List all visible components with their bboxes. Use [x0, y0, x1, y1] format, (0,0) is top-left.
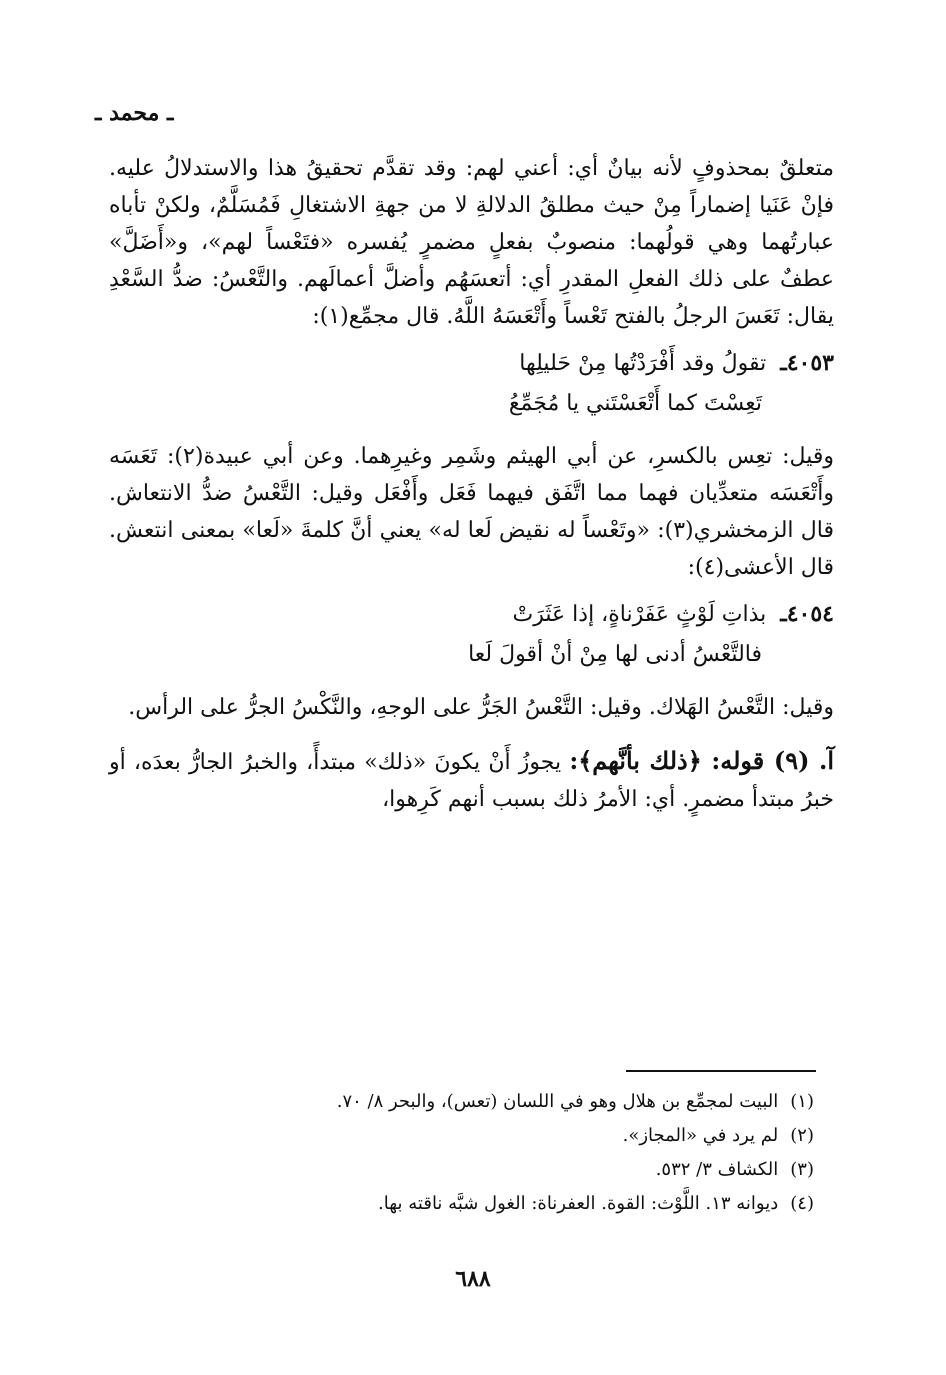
footnote-3 [254, 1153, 814, 1187]
footnotes [254, 1085, 814, 1221]
verse-4053 [109, 343, 834, 424]
running-header: ـ محمد ـ [95, 100, 174, 126]
footnote-number: (١) [790, 1091, 814, 1112]
footnote-4 [254, 1187, 814, 1221]
paragraph-2: وقيل: تعِس بالكسرِ، عن أبي الهيثم وشَمِر وغيرِهما. وعن أبي عبيدة(٢): تَعَسَه وأَتْعَسَه متعدِّيان فهما مما اتَّفَق فيهما فَعَل وأَفْعَل وقيل: التَّعْسُ ضدُّ الانتعاش. قال الزمخشري(٣): «وتَعْساً له نقيض لَعا له» يعني أنَّ كلمةَ «لَعا» بمعنى انتعش. قال الأعشى(٤): [109, 444, 834, 580]
paragraph-4-text: يجوزُ أَنْ يكونَ «ذلك» مبتدأً، والخبرُ الجارُّ بعدَه، أو خبرُ مبتدأ مضمرٍ. أي: الأمرُ ذلك بسبب أنهم كَرِهوا، [109, 750, 834, 812]
verse-reference: آ. (٩) قوله: ﴿ذلك بأنَّهم﴾: [569, 746, 835, 775]
verse-second-hemistich: فالتَّعْسُ أدنى لها مِنْ أنْ أقولَ لَعا [468, 642, 762, 667]
paragraph-1: متعلقٌ بمحذوفٍ لأنه بيانٌ أي: أعني لهم: وقد تقدَّم تحقيقُ هذا والاستدلالُ عليه. فإنْ عَنَيا إضماراً مِنْ حيث مطلقُ الدلالةِ لا من جهةِ الاشتغالِ فَمُسَلَّمٌ، ولكنْ تأباه عبارتُهما وهي قولُهما: منصوبٌ بفعلٍ مضمرٍ يُفسره «فتَعْساً لهم»، و«أَضَلَّ» عطفٌ على ذلك الفعلِ المقدرِ أي: أتعسَهُم وأضلَّ أعمالَهم. والتَّعْسُ: ضدُّ السَّعْدِ يقال: تَعَسَ الرجلُ بالفتح تَعْساً وأَتْعَسَهُ اللَّهُ. قال مجمِّع(١): [109, 156, 834, 329]
footnote-2 [254, 1119, 814, 1153]
verse-first-hemistich: بذاتِ لَوْثٍ عَفَرْناةٍ، إذا عَثَرَتْ [512, 602, 767, 627]
footnote-text: البيت لمجمِّع بن هلال وهو في اللسان (تعس)، والبحر ٨/ ٧٠. [336, 1091, 779, 1112]
footnote-text: الكشاف ٣/ ٥٣٢. [655, 1159, 779, 1180]
footnote-divider [626, 1070, 816, 1072]
verse-line-2 [109, 635, 834, 675]
verse-line-2 [109, 384, 834, 424]
verse-line-1 [109, 343, 834, 384]
verse-line-1 [109, 594, 834, 635]
footnote-number: (٢) [790, 1125, 814, 1146]
verse-number: ٤٠٥٤ـ [780, 601, 834, 627]
footnote-number: (٣) [790, 1159, 814, 1180]
page-number: ٦٨٨ [455, 1266, 491, 1292]
paragraph-4 [109, 742, 834, 818]
paragraph-3: وقيل: التَّعْسُ الهَلاك. وقيل: التَّعْسُ الجَرُّ على الوجهِ، والنَّكْسُ الجرُّ على الرأس. [128, 695, 834, 720]
verse-first-hemistich: تقولُ وقد أَفْرَدْتُها مِنْ حَليلِها [519, 351, 767, 376]
main-text [109, 150, 834, 818]
footnote-text: ديوانه ١٣. اللَّوْث: القوة. العفرناة: الغول شبَّه ناقته بها. [378, 1193, 779, 1214]
footnote-number: (٤) [790, 1193, 814, 1214]
footnote-1 [254, 1085, 814, 1119]
footnote-text: لم يرد في «المجاز». [622, 1125, 779, 1146]
verse-4054 [109, 594, 834, 675]
verse-number: ٤٠٥٣ـ [780, 350, 834, 376]
verse-second-hemistich: تَعِسْتَ كما أَتْعَسْتَني يا مُجَمِّعُ [508, 391, 762, 416]
